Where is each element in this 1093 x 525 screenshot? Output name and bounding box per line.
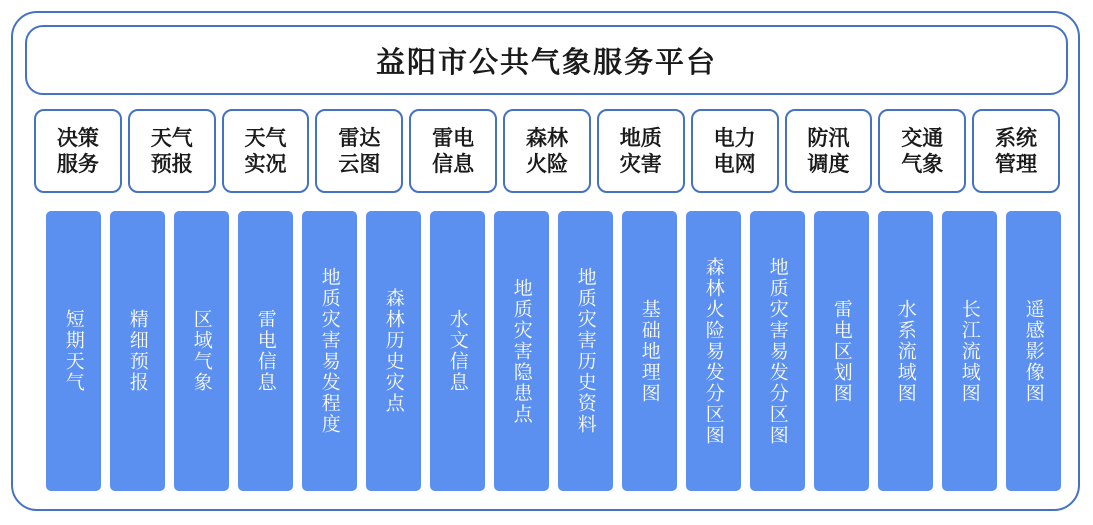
nav-item-label-line2: 火险 <box>525 152 568 176</box>
nav-item-forest-fire-risk[interactable] <box>503 109 591 193</box>
nav-item-weather-forecast[interactable] <box>128 109 216 193</box>
nav-item-label-line2: 灾害 <box>619 152 662 176</box>
nav-item-label-line1: 决策 <box>56 125 99 150</box>
nav-item-system-management[interactable] <box>972 109 1060 193</box>
module-cards-row <box>46 211 1061 491</box>
nav-item-radar-cloud-map[interactable] <box>315 109 403 193</box>
nav-item-label-line2: 电网 <box>713 152 756 176</box>
nav-item-label-line1: 防汛 <box>807 125 850 150</box>
nav-bar <box>34 109 1060 193</box>
nav-item-label-line1: 系统 <box>995 125 1038 150</box>
nav-item-label-line1: 地质 <box>619 125 662 150</box>
nav-item-label-line2: 实况 <box>244 152 287 176</box>
module-card-water-system-basin-map[interactable]: 水系流域图 <box>878 211 933 491</box>
nav-item-label-line2: 气象 <box>901 152 944 176</box>
module-card-base-geographic-map[interactable]: 基础地理图 <box>622 211 677 491</box>
module-card-geological-hazard-points[interactable]: 地质灾害隐患点 <box>494 211 549 491</box>
nav-item-label-line2: 预报 <box>150 152 193 176</box>
nav-item-power-grid[interactable] <box>691 109 779 193</box>
module-card-fine-forecast[interactable]: 精细预报 <box>110 211 165 491</box>
nav-item-lightning-info[interactable] <box>409 109 497 193</box>
module-card-remote-sensing-image-map[interactable]: 遥感影像图 <box>1006 211 1061 491</box>
module-card-forest-historical-disaster-points[interactable]: 森林历史灾点 <box>366 211 421 491</box>
nav-item-label-line1: 森林 <box>525 125 568 150</box>
nav-item-label-line1: 雷达 <box>338 125 381 150</box>
nav-item-label-line1: 电力 <box>713 125 756 150</box>
nav-item-label-line2: 信息 <box>432 152 475 176</box>
module-card-short-term-weather[interactable]: 短期天气 <box>46 211 101 491</box>
nav-item-traffic-weather[interactable] <box>878 109 966 193</box>
module-card-geological-disaster-history[interactable]: 地质灾害历史资料 <box>558 211 613 491</box>
nav-item-label-line1: 雷电 <box>432 125 475 150</box>
module-card-yangtze-basin-map[interactable]: 长江流域图 <box>942 211 997 491</box>
nav-item-weather-live[interactable] <box>222 109 310 193</box>
nav-item-label-line2: 管理 <box>995 152 1038 176</box>
nav-item-decision-service[interactable] <box>34 109 122 193</box>
nav-item-label-line1: 天气 <box>244 125 287 150</box>
module-card-geological-disaster-susceptibility[interactable]: 地质灾害易发程度 <box>302 211 357 491</box>
platform-title-bar <box>25 25 1068 95</box>
nav-item-label-line1: 天气 <box>150 125 193 150</box>
nav-item-label-line1: 交通 <box>901 125 944 150</box>
nav-item-geological-disaster[interactable] <box>597 109 685 193</box>
nav-item-label-line2: 调度 <box>807 152 850 176</box>
module-card-forest-fire-risk-zoning-map[interactable]: 森林火险易发分区图 <box>686 211 741 491</box>
module-card-lightning-zoning-map[interactable]: 雷电区划图 <box>814 211 869 491</box>
nav-item-flood-control[interactable] <box>785 109 873 193</box>
module-card-regional-meteorology[interactable]: 区域气象 <box>174 211 229 491</box>
page-title: 益阳市公共气象服务平台 <box>375 44 717 79</box>
nav-item-label-line2: 云图 <box>338 152 381 176</box>
module-card-lightning-info[interactable]: 雷电信息 <box>238 211 293 491</box>
platform-frame <box>11 11 1080 511</box>
module-card-hydrological-info[interactable]: 水文信息 <box>430 211 485 491</box>
module-card-geological-disaster-zoning-map[interactable]: 地质灾害易发分区图 <box>750 211 805 491</box>
nav-item-label-line2: 服务 <box>56 152 99 176</box>
